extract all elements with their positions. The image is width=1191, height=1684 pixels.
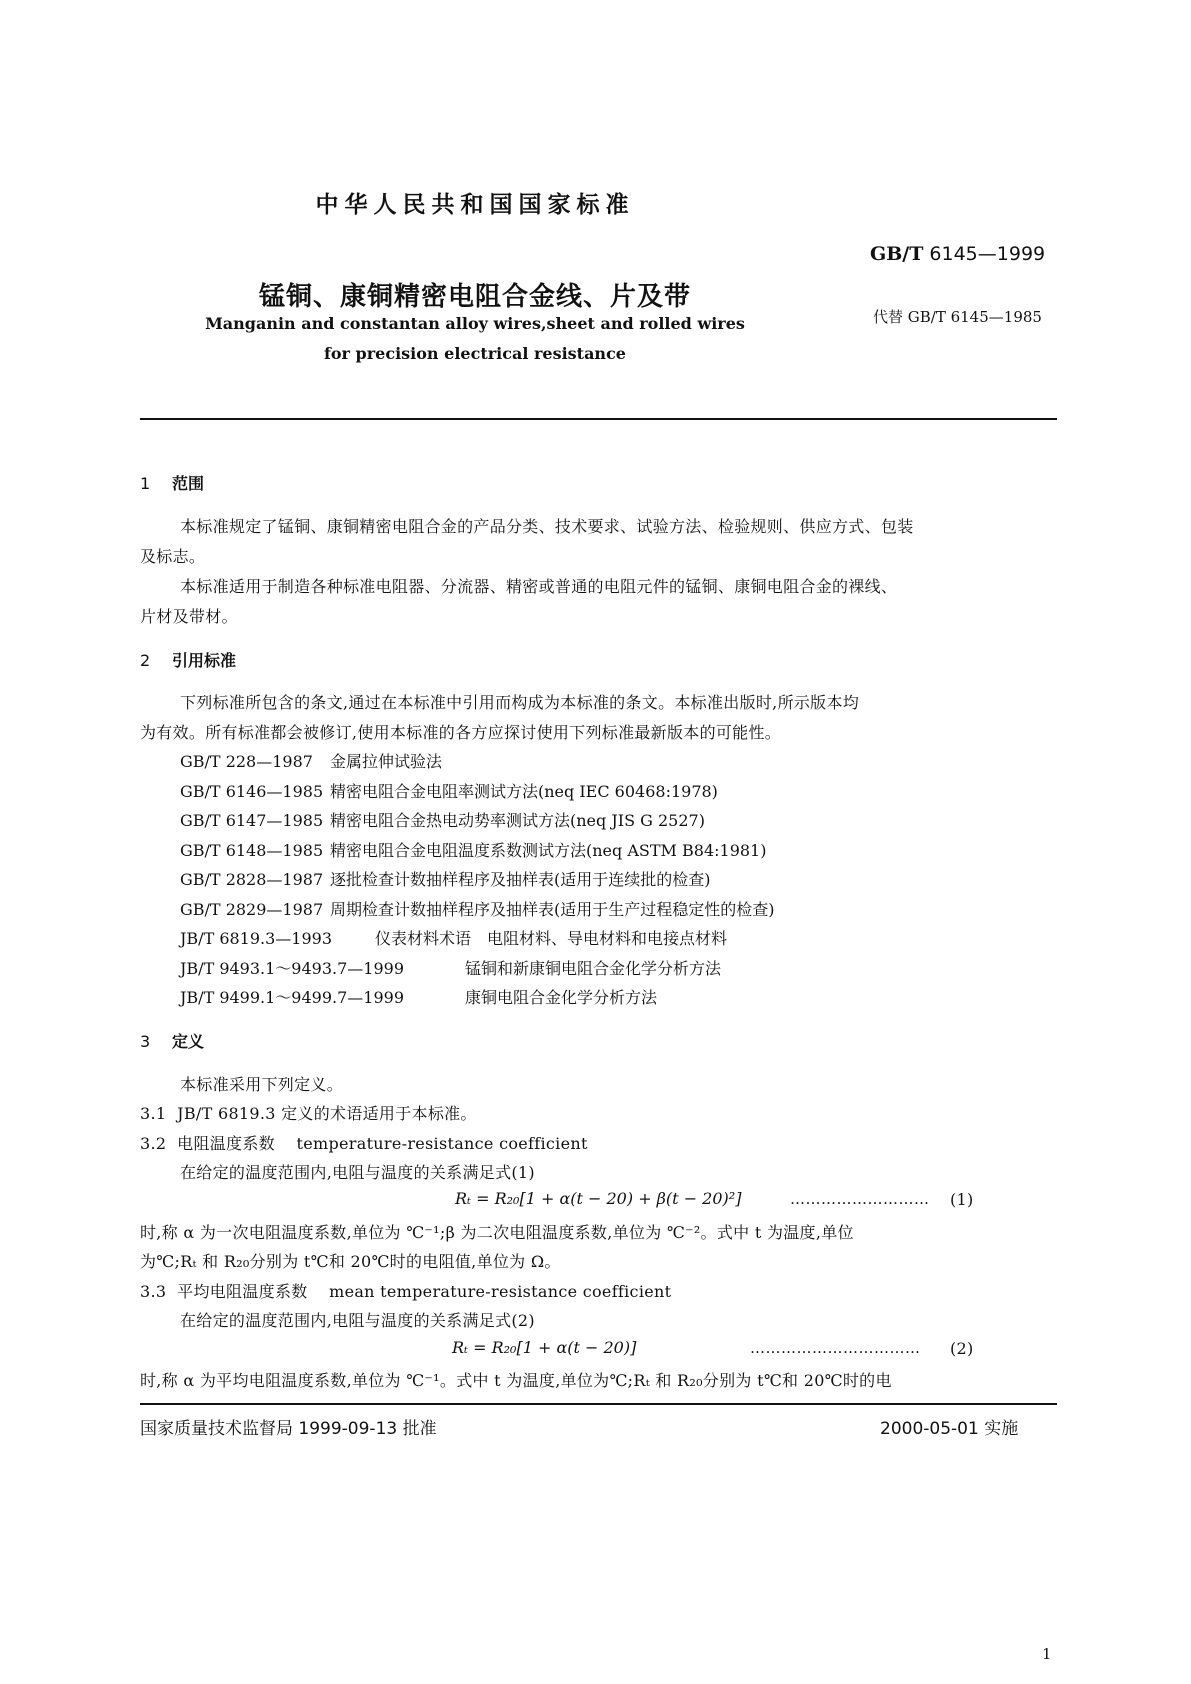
paragraph-line: 及标志。 <box>140 547 206 566</box>
footer-divider <box>140 1403 1057 1405</box>
section-number: 2 <box>140 651 151 670</box>
paragraph-line: 在给定的温度范围内,电阻与温度的关系满足式(2) <box>180 1311 535 1330</box>
term-en: temperature-resistance coefficient <box>296 1134 588 1153</box>
reference-code: JB/T 9493.1～9493.7—1999 <box>180 959 405 978</box>
section-number: 3 <box>140 1032 151 1051</box>
reference-title: 精密电阻合金电阻率测试方法(neq IEC 60468:1978) <box>330 782 718 801</box>
reference-item <box>180 867 711 890</box>
clause-number: 3.2 <box>140 1134 167 1153</box>
standard-prefix: GB/T <box>870 243 924 265</box>
equation-1: Rₜ = R₂₀[1 + α(t − 20) + β(t − 20)²] <box>455 1189 742 1208</box>
reference-code: GB/T 6146—1985 <box>180 782 324 801</box>
reference-item <box>180 985 657 1008</box>
document-title-en-line1: Manganin and constantan alloy wires,sheet and rolled wires <box>205 314 745 333</box>
reference-title: 锰铜和新康铜电阻合金化学分析方法 <box>465 959 722 978</box>
reference-code: GB/T 2828—1987 <box>180 870 324 889</box>
national-standard-heading: 中华人民共和国国家标准 <box>315 192 635 218</box>
approval-date: 国家质量技术监督局 1999-09-13 批准 <box>140 1419 437 1439</box>
reference-item <box>180 779 718 802</box>
section-heading-scope <box>140 471 204 494</box>
reference-item <box>180 897 775 920</box>
paragraph-line: 片材及带材。 <box>140 607 238 626</box>
reference-item <box>180 749 442 772</box>
section-heading-definitions <box>140 1029 204 1052</box>
reference-title: 仪表材料术语 电阻材料、导电材料和电接点材料 <box>375 929 728 948</box>
paragraph-line: 本标准采用下列定义。 <box>180 1075 344 1094</box>
section-title: 范围 <box>172 474 205 493</box>
reference-item <box>180 808 705 831</box>
page-number: 1 <box>1042 1645 1052 1663</box>
section-title: 引用标准 <box>172 651 237 670</box>
header-divider <box>140 418 1057 420</box>
paragraph-line: 时,称 α 为一次电阻温度系数,单位为 ℃⁻¹;β 为二次电阻温度系数,单位为 ℃⁻²。式中 t 为温度,单位 <box>140 1223 854 1242</box>
reference-code: GB/T 228—1987 <box>180 752 313 771</box>
reference-item <box>180 838 766 861</box>
reference-item <box>180 926 727 949</box>
replaces-standard: 代替 GB/T 6145—1985 <box>873 308 1042 326</box>
document-title-en-line2: for precision electrical resistance <box>324 344 626 363</box>
reference-title: 康铜电阻合金化学分析方法 <box>465 988 658 1007</box>
clause-number: 3.3 <box>140 1282 167 1301</box>
reference-title: 精密电阻合金电阻温度系数测试方法(neq ASTM B84:1981) <box>330 841 767 860</box>
section-number: 1 <box>140 474 151 493</box>
reference-code: GB/T 6148—1985 <box>180 841 324 860</box>
paragraph-line: 本标准规定了锰铜、康铜精密电阻合金的产品分类、技术要求、试验方法、检验规则、供应方式、包装 <box>180 517 914 536</box>
equation-2: Rₜ = R₂₀[1 + α(t − 20)] <box>452 1338 637 1357</box>
term-cn: 平均电阻温度系数 <box>177 1282 308 1301</box>
equation-leader: ……………………… <box>790 1190 930 1208</box>
section-title: 定义 <box>172 1032 205 1051</box>
reference-title: 周期检查计数抽样程序及抽样表(适用于生产过程稳定性的检查) <box>330 900 775 919</box>
reference-title: 逐批检查计数抽样程序及抽样表(适用于连续批的检查) <box>330 870 711 889</box>
reference-code: JB/T 6819.3—1993 <box>180 929 333 948</box>
clause-text: JB/T 6819.3 定义的术语适用于本标准。 <box>177 1104 477 1123</box>
equation-number: (2) <box>950 1339 974 1358</box>
term-cn: 电阻温度系数 <box>177 1134 275 1153</box>
paragraph-line: 下列标准所包含的条文,通过在本标准中引用而构成为本标准的条文。本标准出版时,所示版本均 <box>180 693 860 712</box>
document-title-cn: 锰铜、康铜精密电阻合金线、片及带 <box>258 282 691 312</box>
reference-item <box>180 956 721 979</box>
paragraph-line: 为℃;Rₜ 和 R₂₀分别为 t℃和 20℃时的电阻值,单位为 Ω。 <box>140 1252 561 1271</box>
term-en: mean temperature-resistance coefficient <box>329 1282 672 1301</box>
paragraph-line: 在给定的温度范围内,电阻与温度的关系满足式(1) <box>180 1163 535 1182</box>
equation-leader: …………………………… <box>750 1339 921 1357</box>
standard-code <box>870 243 1045 265</box>
reference-code: JB/T 9499.1～9499.7—1999 <box>180 988 405 1007</box>
reference-code: GB/T 6147—1985 <box>180 811 324 830</box>
clause-3-3 <box>140 1279 671 1302</box>
paragraph-line: 为有效。所有标准都会被修订,使用本标准的各方应探讨使用下列标准最新版本的可能性。 <box>140 723 782 742</box>
section-heading-references <box>140 648 236 671</box>
clause-number: 3.1 <box>140 1104 167 1123</box>
clause-3-1 <box>140 1101 477 1124</box>
paragraph-line: 时,称 α 为平均电阻温度系数,单位为 ℃⁻¹。式中 t 为温度,单位为℃;Rₜ 和 R₂₀分别为 t℃和 20℃时的电 <box>140 1371 892 1390</box>
paragraph-line: 本标准适用于制造各种标准电阻器、分流器、精密或普通的电阻元件的锰铜、康铜电阻合金的裸线、 <box>180 577 898 596</box>
reference-title: 金属拉伸试验法 <box>330 752 443 771</box>
equation-number: (1) <box>950 1190 974 1209</box>
reference-title: 精密电阻合金热电动势率测试方法(neq JIS G 2527) <box>330 811 705 830</box>
effective-date: 2000-05-01 实施 <box>880 1419 1019 1439</box>
clause-3-2 <box>140 1131 588 1154</box>
standard-number: 6145—1999 <box>929 243 1046 265</box>
reference-code: GB/T 2829—1987 <box>180 900 324 919</box>
